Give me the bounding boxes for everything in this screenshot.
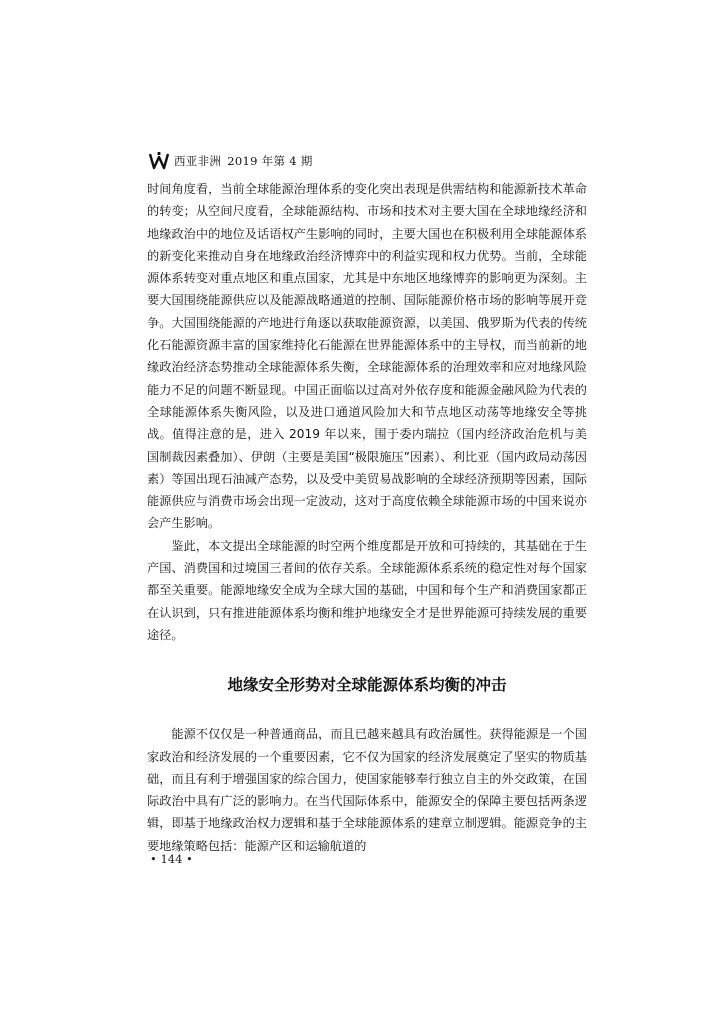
page-number: • 144 • — [150, 852, 193, 866]
article-body — [147, 178, 587, 857]
section-heading: 地缘安全形势对全球能源体系均衡的冲击 — [227, 676, 507, 695]
paragraph: 时间角度看，当前全球能源治理体系的变化突出表现是供需结构和能源新技术革命的转变；从空间尺度看，全球能源结构、市场和技术对主要大国在全球地缘经济和地缘政治中的地位及话语权产生影响的同时，主要大国也在积极利用全球能源体系的新变化来推动自身在地缘政治经济博弈中的利益实现和权力优势。当前，全球能源体系转变对重点地区和重点国家，尤其是中东地区地缘博弈的影响更为深刻。主要大国围绕能源供应以及能源战略通道的控制、国际能源价格市场的影响等展开竞争。大国围绕能源的产地进行角逐以获取能源资源，以美国、俄罗斯为代表的传统化石能源资源丰富的国家维持化石能源在世界能源体系中的主导权，而当前新的地缘政治经济态势推动全球能源体系失衡，全球能源体系的治理效率和应对地缘风险能力不足的问题不断显现。中国正面临以过高对外依存度和能源金融风险为代表的全球能源体系失衡风险，以及进口通道风险加大和节点地区动荡等地缘安全等挑战。值得注意的是，进入 2019 年以来，围于委内瑞拉（国内经济政治危机与美国制裁因素叠加）、伊朗（主要是美国“极限施压”因素）、利比亚（国内政局动荡因素）等国出现石油减产态势，以及受中美贸易战影响的全球经济预期等因素，国际能源供应与消费市场会出现一定波动，这对于高度依赖全球能源市场的中国来说亦会产生影响。 — [147, 182, 587, 531]
journal-w-logo-icon — [148, 151, 170, 171]
journal-name: 西亚非洲 — [174, 154, 222, 168]
journal-year: 2019 — [227, 154, 258, 168]
paragraph: 能源不仅仅是一种普通商品，而且已越来越具有政治属性。获得能源是一个国家政治和经济发展的一个重要因素，它不仅为国家的经济发展奠定了坚实的物质基础，而且有利于增强国家的综合国力，使国家能够奉行独立自主的外交政策，在国际政治中具有广泛的影响力。在当代国际体系中，能源安全的保障主要包括两条逻辑，即基于地缘政治权力逻辑和基于全球能源体系的建章立制逻辑。能源竞争的主要地缘策略包括：能源产区和运输航道的 — [147, 727, 587, 853]
journal-year-suffix: 年第 — [261, 154, 286, 168]
journal-issue: 4 — [289, 154, 297, 168]
journal-issue-suffix: 期 — [300, 154, 313, 168]
journal-issue-line — [174, 153, 313, 169]
running-header — [148, 151, 313, 171]
paragraph: 鉴此，本文提出全球能源的时空两个维度都是开放和可持续的，其基础在于生产国、消费国和过境国三者间的依存关系。全球能源体系系统的稳定性对每个国家都至关重要。能源地缘安全成为全球大国的基础，中国和每个生产和消费国家都正在认识到，只有推进能源体系均衡和维护地缘安全才是世界能源可持续发展的重要途径。 — [147, 538, 587, 642]
